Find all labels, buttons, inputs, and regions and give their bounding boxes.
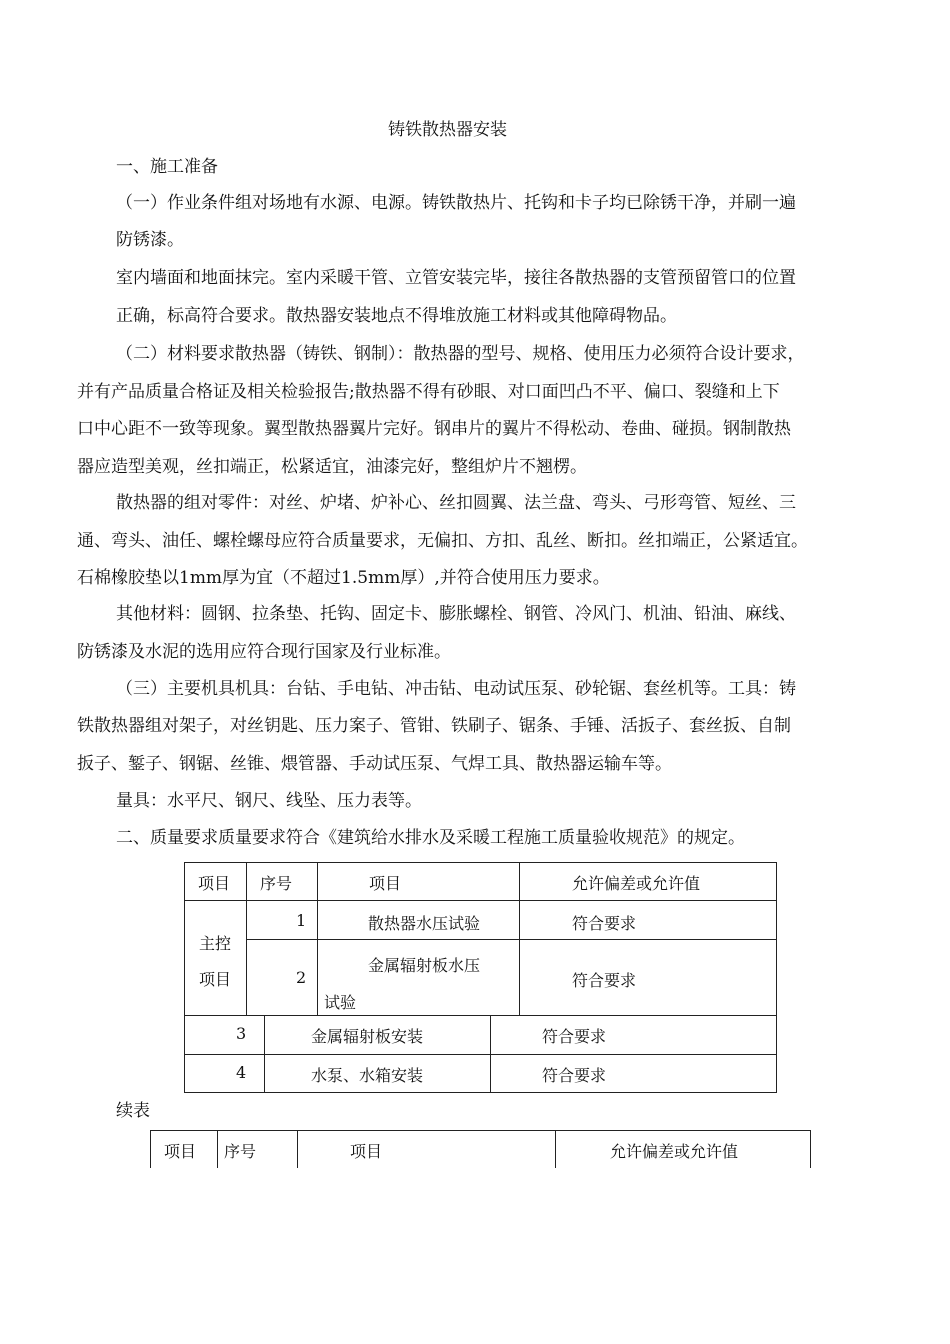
continued-table xyxy=(150,1130,811,1170)
paragraph-line: 并有产品质量合格证及相关检验报告;散热器不得有砂眼、对口面凹凸不平、偏口、裂缝和上下 xyxy=(77,382,780,402)
paragraph-line: （一）作业条件组对场地有水源、电源。铸铁散热片、托钩和卡子均已除锈干净，并刷一遍 xyxy=(116,193,796,213)
table-cell-value: 符合要求 xyxy=(572,971,637,990)
paragraph-line: 散热器的组对零件：对丝、炉堵、炉补心、丝扣圆翼、法兰盘、弯头、弓形弯管、短丝、三 xyxy=(116,493,796,513)
table-cell-no: 3 xyxy=(236,1024,247,1043)
paragraph-line: 口中心距不一致等现象。翼型散热器翼片完好。钢串片的翼片不得松动、卷曲、碰损。钢制散热 xyxy=(77,419,791,439)
table-header-cell: 序号 xyxy=(224,1142,257,1161)
paragraph-line: 扳子、錾子、钢锯、丝锥、煨管器、手动试压泵、气焊工具、散热器运输车等。 xyxy=(77,754,672,774)
paragraph-line: 其他材料：圆钢、拉条垫、托钩、固定卡、膨胀螺栓、钢管、冷风门、机油、铅油、麻线、 xyxy=(116,604,796,624)
table-header-cell: 项目 xyxy=(198,874,231,893)
table-cell-value: 符合要求 xyxy=(542,1066,607,1085)
table-cell-item: 试验 xyxy=(324,993,357,1012)
paragraph-line: 正确，标高符合要求。散热器安装地点不得堆放施工材料或其他障碍物品。 xyxy=(116,306,677,326)
page-title: 铸铁散热器安装 xyxy=(388,120,507,140)
table-cell-item: 水泵、水箱安装 xyxy=(311,1066,424,1085)
table-cell-item: 金属辐射板水压 xyxy=(368,956,481,975)
paragraph-line: 器应造型美观，丝扣端正，松紧适宜，油漆完好，整组炉片不翘楞。 xyxy=(77,457,587,477)
table-group-label: 主控 xyxy=(199,934,232,953)
table-header-cell: 项目 xyxy=(350,1142,383,1161)
table-header-cell: 项目 xyxy=(164,1142,197,1161)
continued-label: 续表 xyxy=(116,1101,150,1121)
section-heading-1: 一、施工准备 xyxy=(116,157,218,177)
paragraph-line: 防锈漆及水泥的选用应符合现行国家及行业标准。 xyxy=(77,642,451,662)
table-cell-no: 4 xyxy=(236,1063,247,1082)
paragraph-line: （三）主要机具机具：台钻、手电钻、冲击钻、电动试压泵、砂轮锯、套丝机等。工具：铸 xyxy=(116,679,796,699)
quality-table xyxy=(184,862,777,1093)
table-cell-item: 金属辐射板安装 xyxy=(311,1027,424,1046)
paragraph-line: 通、弯头、油任、螺栓螺母应符合质量要求，无偏扣、方扣、乱丝、断扣。丝扣端正，公紧适宜。 xyxy=(77,531,808,551)
paragraph-line: 防锈漆。 xyxy=(116,230,184,250)
table-cell-no: 1 xyxy=(296,911,307,930)
paragraph-line: 量具：水平尺、钢尺、线坠、压力表等。 xyxy=(116,791,422,811)
table-header-cell: 序号 xyxy=(260,874,293,893)
table-cell-value: 符合要求 xyxy=(542,1027,607,1046)
paragraph-line: 室内墙面和地面抹完。室内采暖干管、立管安装完毕，接往各散热器的支管预留管口的位置 xyxy=(116,268,796,288)
table-header-cell: 项目 xyxy=(369,874,402,893)
table-header-cell: 允许偏差或允许值 xyxy=(572,874,701,893)
paragraph-line: （二）材料要求散热器（铸铁、钢制）：散热器的型号、规格、使用压力必须符合设计要求， xyxy=(116,344,805,364)
table-cell-value: 符合要求 xyxy=(572,914,637,933)
table-header-cell: 允许偏差或允许值 xyxy=(610,1142,739,1161)
table-cell-no: 2 xyxy=(296,968,307,987)
paragraph-line: 铁散热器组对架子，对丝钥匙、压力案子、管钳、铁刷子、锯条、手锤、活扳子、套丝扳、自制 xyxy=(77,716,791,736)
table-cell-item: 散热器水压试验 xyxy=(368,914,481,933)
table-group-label: 项目 xyxy=(199,970,232,989)
paragraph-line: 石棉橡胶垫以1mm厚为宜（不超过1.5mm厚）,并符合使用压力要求。 xyxy=(77,568,610,588)
section-heading-2: 二、质量要求质量要求符合《建筑给水排水及采暖工程施工质量验收规范》的规定。 xyxy=(116,828,745,848)
